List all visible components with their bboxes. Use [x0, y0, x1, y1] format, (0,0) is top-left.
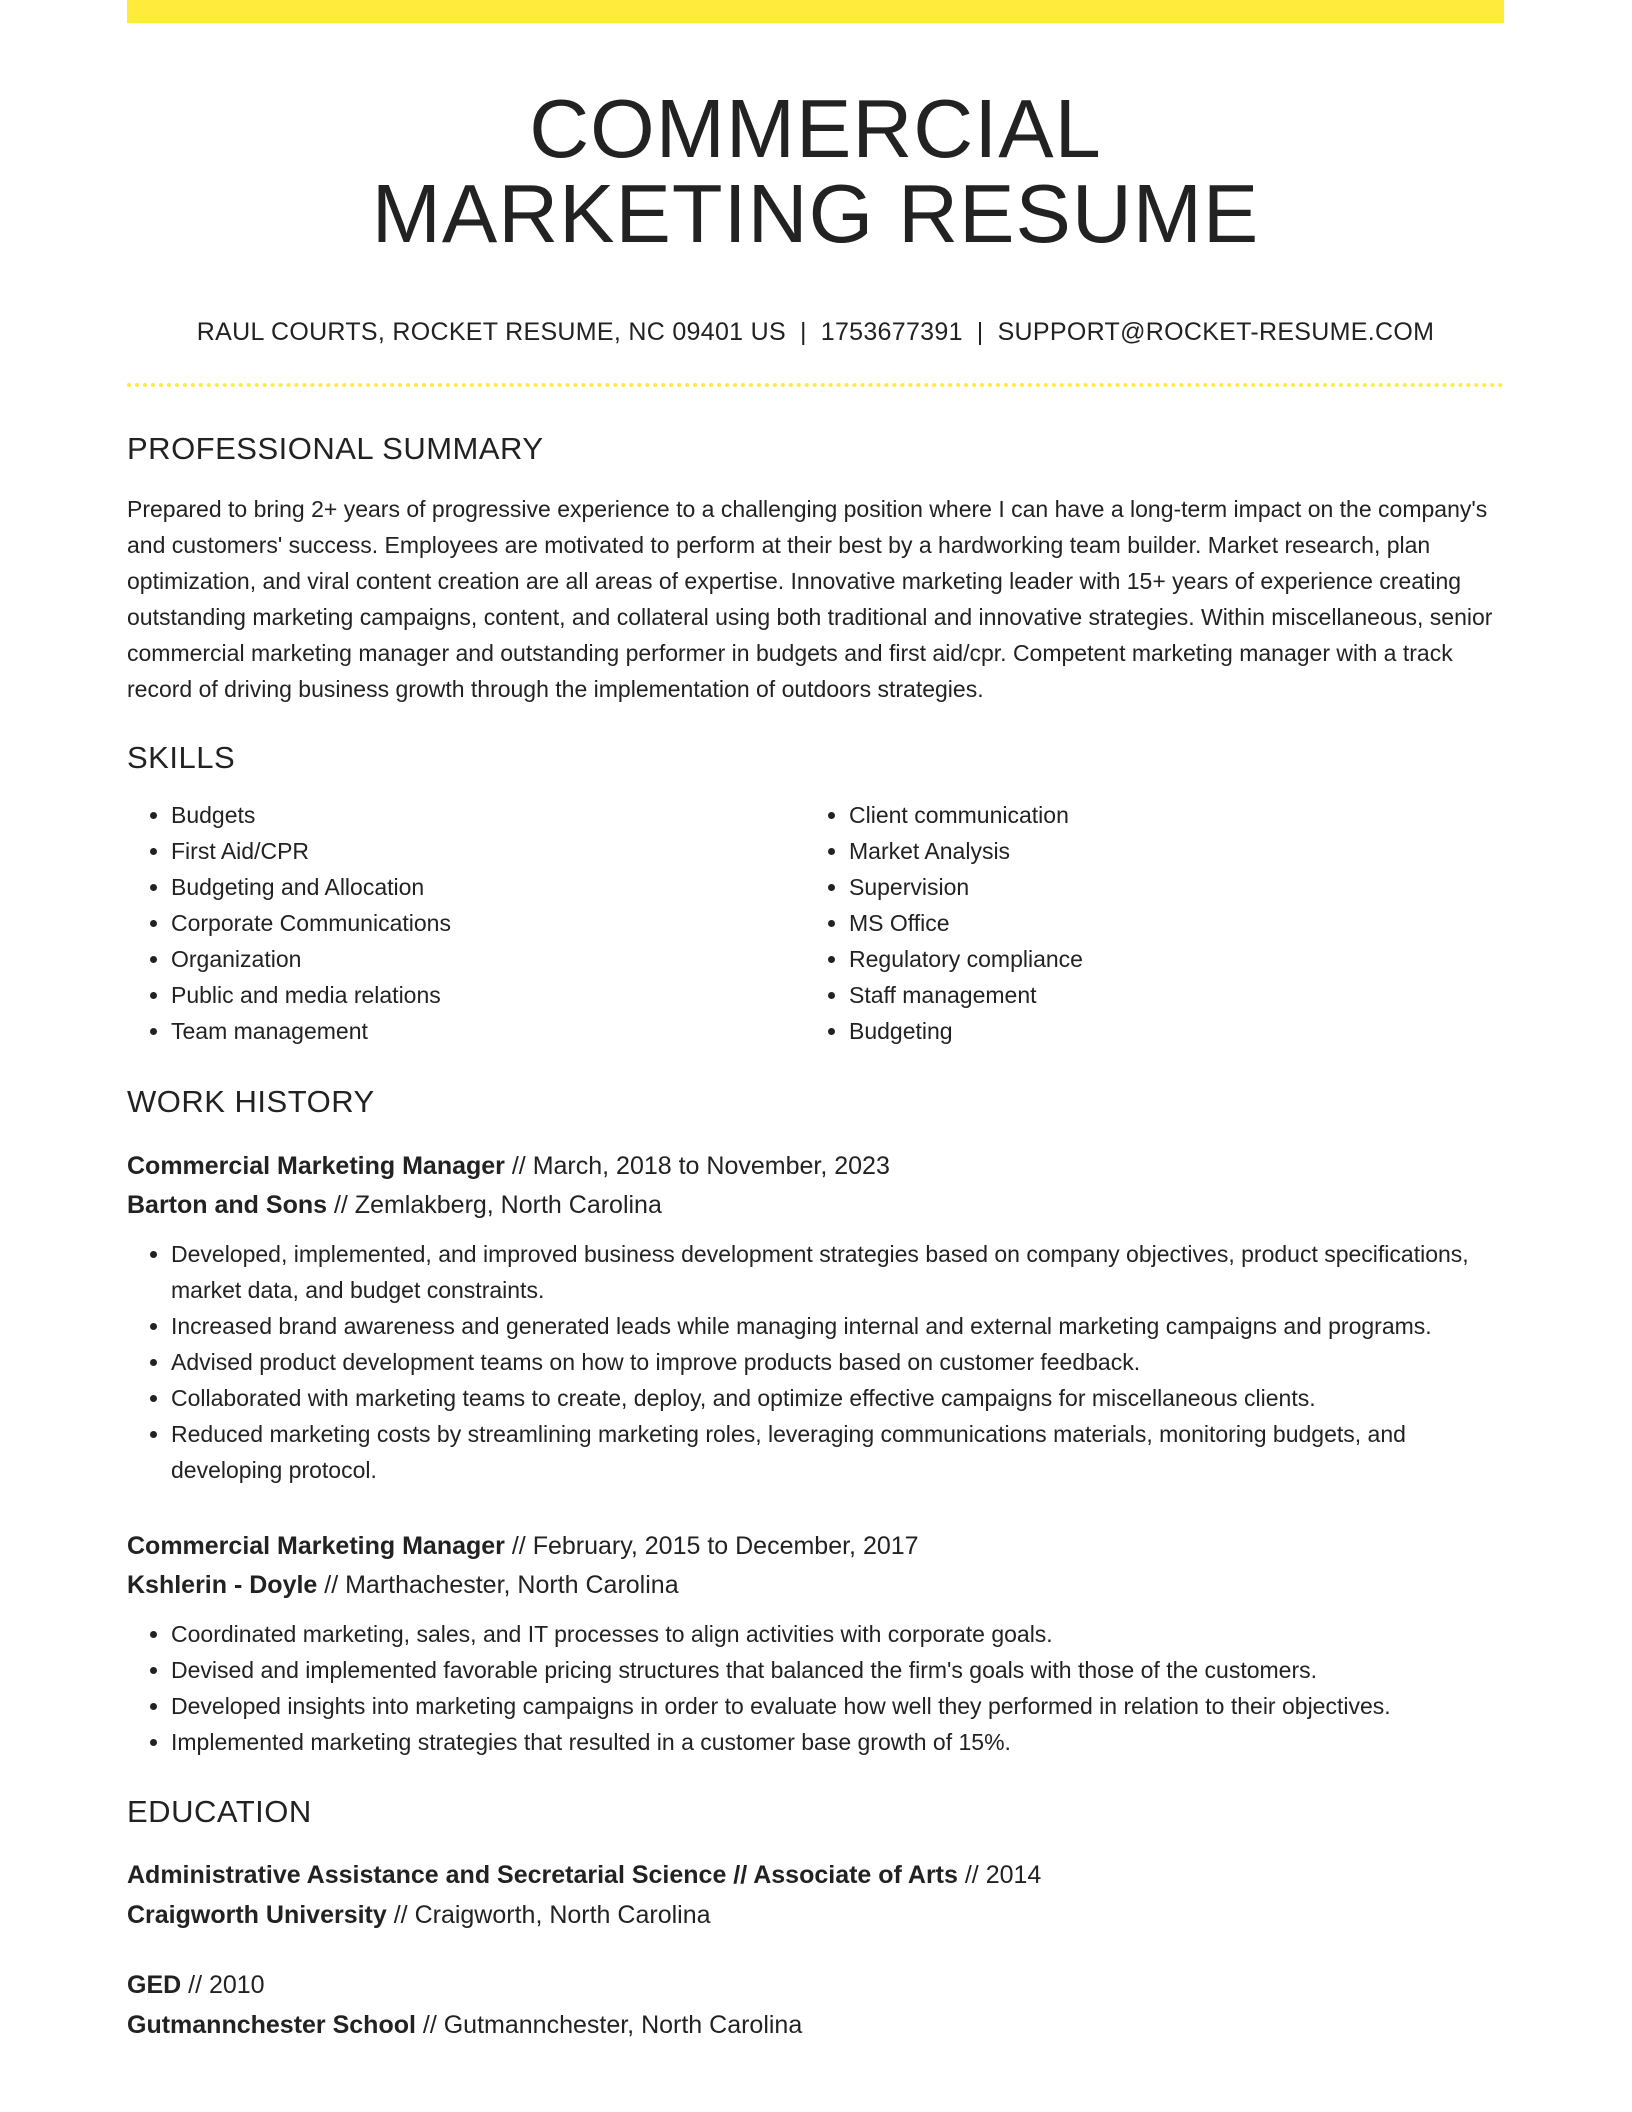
- skill-item: • Staff management: [849, 977, 1483, 1013]
- skills-heading: SKILLS: [127, 740, 236, 775]
- education-degree-line: [127, 1855, 1504, 1895]
- education-school: Gutmannchester School: [127, 2011, 416, 2039]
- resume-page: [127, 0, 1504, 2045]
- summary-heading: PROFESSIONAL SUMMARY: [127, 431, 544, 466]
- work-history-heading: WORK HISTORY: [127, 1084, 375, 1119]
- skill-item: • MS Office: [849, 905, 1483, 941]
- education-location: // Gutmannchester, North Carolina: [415, 2011, 803, 2039]
- job-bullet: • Collaborated with marketing teams to create, deploy, and optimize effective campaigns for miscellaneous clients.: [171, 1380, 1504, 1416]
- job-dates: // February, 2015 to December, 2017: [504, 1532, 919, 1560]
- education-degree: Administrative Assistance and Secretarial Science // Associate of Arts: [127, 1861, 958, 1889]
- job-bullets: [127, 1236, 1504, 1488]
- job-company-line: [127, 1186, 1504, 1224]
- skill-item: • Budgeting: [849, 1013, 1483, 1049]
- education-school-line: [127, 1895, 1504, 1935]
- top-accent-bar: [127, 0, 1504, 23]
- skill-item: • Supervision: [849, 869, 1483, 905]
- job-bullet: • Increased brand awareness and generated leads while managing internal and external marketing campaigns and programs.: [171, 1308, 1504, 1344]
- skill-item: • Budgets: [171, 797, 805, 833]
- job-bullet: • Developed insights into marketing campaigns in order to evaluate how well they performed in relation to their objectives.: [171, 1688, 1504, 1724]
- job-bullet: • Advised product development teams on how to improve products based on customer feedback.: [171, 1344, 1504, 1380]
- job-bullet: • Implemented marketing strategies that resulted in a customer base growth of 15%.: [171, 1724, 1504, 1760]
- skill-item: • Client communication: [849, 797, 1483, 833]
- education-heading: EDUCATION: [127, 1794, 312, 1829]
- job-bullet: • Reduced marketing costs by streamlining marketing roles, leveraging communications materials, monitoring budgets, and developing protocol.: [171, 1416, 1504, 1488]
- job-company: Kshlerin - Doyle: [127, 1571, 318, 1599]
- job-location: // Zemlakberg, North Carolina: [327, 1191, 662, 1219]
- resume-title: [127, 82, 1504, 260]
- job-bullet: • Developed, implemented, and improved business development strategies based on company objectives, product specifications, market data, and budget constraints.: [171, 1236, 1504, 1308]
- education-year: // 2010: [181, 1971, 265, 1999]
- job-entry: [127, 1526, 1504, 1760]
- job-entry: [127, 1146, 1504, 1488]
- job-company-line: [127, 1566, 1504, 1604]
- skill-item: • Team management: [171, 1013, 805, 1049]
- title-line-2: MARKETING RESUME: [371, 167, 1260, 260]
- skill-item: • Corporate Communications: [171, 905, 805, 941]
- contact-email: SUPPORT@ROCKET-RESUME.COM: [997, 318, 1435, 346]
- education-degree-line: [127, 1965, 1504, 2005]
- education-degree: GED: [127, 1971, 182, 1999]
- skill-item: • Budgeting and Allocation: [171, 869, 805, 905]
- education-location: // Craigworth, North Carolina: [386, 1901, 711, 1929]
- job-bullets: [127, 1616, 1504, 1760]
- skills-column-left: [127, 797, 805, 1049]
- job-bullet: • Coordinated marketing, sales, and IT processes to align activities with corporate goals.: [171, 1616, 1504, 1652]
- job-location: // Marthachester, North Carolina: [317, 1571, 679, 1599]
- job-title: Commercial Marketing Manager: [127, 1152, 505, 1180]
- education-entry: [127, 1965, 1504, 2045]
- skill-item: • Public and media relations: [171, 977, 805, 1013]
- skill-item: • Market Analysis: [849, 833, 1483, 869]
- job-title-line: [127, 1526, 1504, 1566]
- skills-column-right: [805, 797, 1483, 1049]
- dotted-divider: [127, 383, 1504, 387]
- job-company: Barton and Sons: [127, 1191, 328, 1219]
- job-dates: // March, 2018 to November, 2023: [504, 1152, 890, 1180]
- contact-address: RAUL COURTS, ROCKET RESUME, NC 09401 US: [196, 318, 786, 346]
- skills-list: [127, 797, 1504, 1049]
- summary-text: Prepared to bring 2+ years of progressive experience to a challenging position where I can have a long-term impact on the company's and customers' success. Employees are motivated to perform at their best by a hardworking team builder. Market research, plan optimization, and viral content creation are all areas of expertise. Innovative marketing leader with 15+ years of experience creating outstanding marketing campaigns, content, and collateral using both traditional and innovative strategies. Within miscellaneous, senior commercial marketing manager and outstanding performer in budgets and first aid/cpr. Competent marketing manager with a track record of driving business growth through the implementation of outdoors strategies.: [127, 496, 1493, 702]
- job-title-line: [127, 1146, 1504, 1186]
- education-entry: [127, 1855, 1504, 1935]
- job-title: Commercial Marketing Manager: [127, 1532, 505, 1560]
- education-year: // 2014: [957, 1861, 1042, 1889]
- job-bullet: • Devised and implemented favorable pricing structures that balanced the firm's goals with those of the customers.: [171, 1652, 1504, 1688]
- title-line-1: COMMERCIAL: [529, 82, 1102, 175]
- skill-item: • Organization: [171, 941, 805, 977]
- skill-item: • Regulatory compliance: [849, 941, 1483, 977]
- contact-separator: |: [799, 318, 807, 346]
- education-school: Craigworth University: [127, 1901, 387, 1929]
- skill-item: • First Aid/CPR: [171, 833, 805, 869]
- contact-line: [127, 318, 1504, 347]
- education-school-line: [127, 2005, 1504, 2045]
- contact-phone: 1753677391: [820, 318, 963, 346]
- contact-separator: |: [976, 318, 984, 346]
